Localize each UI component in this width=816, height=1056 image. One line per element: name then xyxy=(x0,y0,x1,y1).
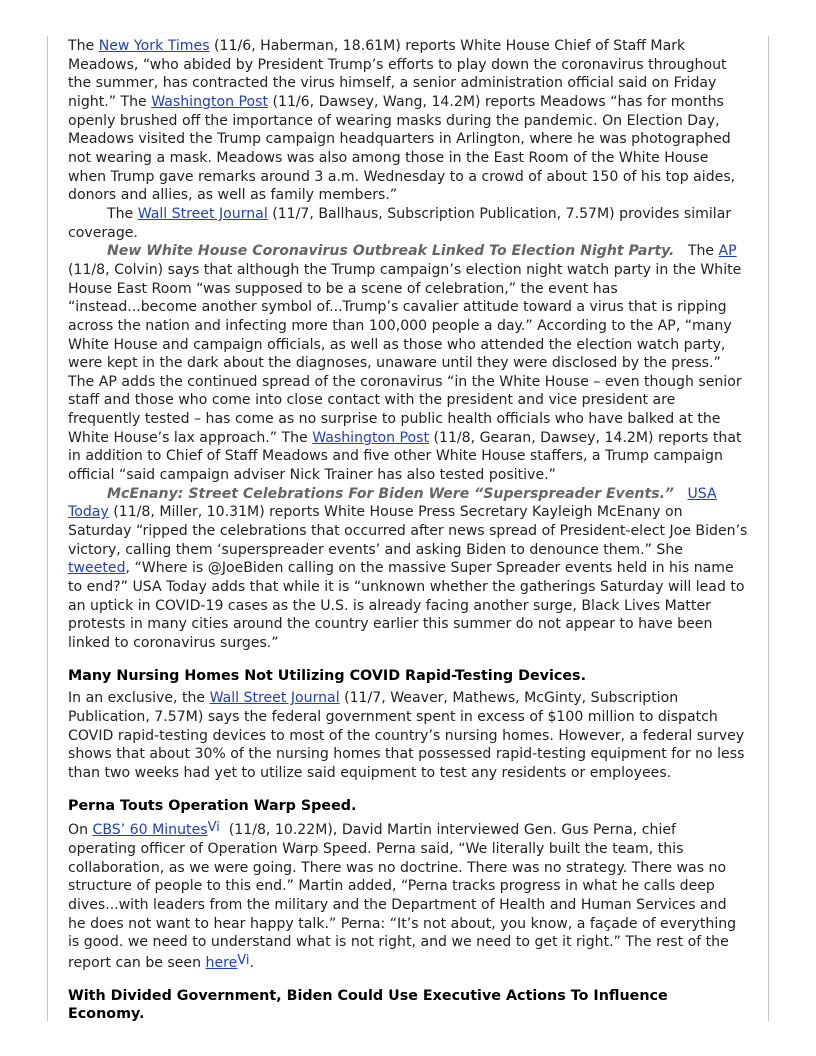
heading-perna: Perna Touts Operation Warp Speed. xyxy=(68,797,357,814)
right-margin-rule xyxy=(768,36,769,1021)
heading-divided-government: With Divided Government, Biden Could Use Executive Actions To Influence Economy. xyxy=(68,987,668,1023)
paragraph-nursing-homes xyxy=(68,689,748,782)
text: (11/8, 10.22M), David Martin interviewed Gen. Gus Perna, chief operating officer of Operation Warp Speed. Perna said, “We literally built the team, this collaboration, as we were going. There was no doctrine. There was no strategy. There was no structure of people to this end.” Martin added, “Perna tracks progress in what he calls deep dives...with leaders from the military and the Department of Health and Human Services and he does not want to hear happy talk.” Perna: “It’s not about, you know, a façade of everything is good. we need to understand what is not right, and we need to get it right.” The rest of the report can be seen xyxy=(68,822,741,971)
link-washington-post-2[interactable]: Washington Post xyxy=(312,429,430,446)
document-body xyxy=(68,37,748,1028)
paragraph-perna xyxy=(68,819,748,972)
text: The xyxy=(68,38,99,54)
text: (11/7, Weaver, Mathews, McGinty, Subscription Publication, 7.57M) says the federal government spent in excess of $100 million to dispatch COVID rapid-testing devices to most of the country’s nursing homes. However, a federal survey shows that about 30% of the nursing homes that possessed rapid-testing equipment for no less than two weeks had yet to utilize said equipment to test any residents or employees. xyxy=(68,690,745,781)
text: On xyxy=(68,822,93,839)
text: , “Where is @JoeBiden calling on the massive Super Spreader events held in his name to end?” USA Today adds that while it is “unknown whether the gatherings Saturday will lead to an uptick in COVID-19 cases as the U.S. is already facing another surge, Black Lives Matter protests in many cities around the country earlier this summer do not appear to have been linked to coronavirus surges.” xyxy=(68,560,745,651)
text xyxy=(674,486,687,502)
link-usa-today[interactable]: USA Today xyxy=(68,485,717,521)
link-ap[interactable]: AP xyxy=(718,243,737,260)
video-icon[interactable]: Vi xyxy=(237,952,250,968)
text: (11/6, Haberman, 18.61M) reports White House Chief of Staff Mark Meadows, “who abided by President Trump’s efforts to play down the coronavirus throughout the summer, has contracted the virus himself, a senior administration official said on Friday night.” The xyxy=(68,38,727,110)
paragraph-outbreak xyxy=(68,242,748,485)
link-tweeted[interactable]: tweeted xyxy=(68,560,126,577)
video-icon[interactable]: Vi xyxy=(207,820,220,836)
link-wall-street-journal[interactable]: Wall Street Journal xyxy=(137,205,268,222)
text: . xyxy=(249,954,255,971)
text: In an exclusive, the xyxy=(68,690,210,707)
subheading-mcenany: McEnany: Street Celebrations For Biden Were “Superspreader Events.” xyxy=(107,485,675,502)
text: (11/8, Gearan, Dawsey, 14.2M) reports that in addition to Chief of Staff Meadows and five other White House staffers, a Trump campaign official “said campaign adviser Nick Trainer has also tested positive.” xyxy=(68,429,742,484)
link-washington-post[interactable]: Washington Post xyxy=(151,93,269,110)
paragraph-mcenany xyxy=(68,485,748,653)
link-wall-street-journal-2[interactable]: Wall Street Journal xyxy=(209,690,340,707)
link-here[interactable]: here xyxy=(205,954,238,971)
paragraph-wsj-coverage xyxy=(68,205,748,242)
text: (11/7, Ballhaus, Subscription Publication, 7.57M) provides similar coverage. xyxy=(68,205,732,241)
text: (11/8, Miller, 10.31M) reports White House Press Secretary Kayleigh McEnany on Saturday “ripped the celebrations that occurred after news spread of President-elect Joe Biden’s victory, calling them ‘superspreader events’ and asking Biden to denounce them.” She xyxy=(68,504,748,558)
heading-nursing-homes: Many Nursing Homes Not Utilizing COVID Rapid-Testing Devices. xyxy=(68,667,586,684)
text: The xyxy=(674,243,719,260)
link-cbs-60-minutes[interactable]: CBS’ 60 Minutes xyxy=(92,822,208,839)
text: (11/6, Dawsey, Wang, 14.2M) reports Meadows “has for months openly brushed off the importance of wearing masks during the pandemic. On Election Day, Meadows visited the Trump campaign headquarters in Arlington, where he was photographed not wearing a mask. Meadows was also among those in the East Room of the White House when Trump gave remarks around 3 a.m. Wednesday to a crowd of about 150 of his top aides, donors and allies, as well as family members.” xyxy=(68,93,736,204)
paragraph-meadows xyxy=(68,37,748,205)
text: The xyxy=(107,205,138,222)
left-margin-rule xyxy=(47,36,48,1021)
subheading-outbreak: New White House Coronavirus Outbreak Linked To Election Night Party. xyxy=(107,243,675,260)
link-new-york-times[interactable]: New York Times xyxy=(98,38,210,54)
text: (11/8, Colvin) says that although the Trump campaign’s election night watch party in the White House East Room “was supposed to be a scene of celebration,” the event has “instead...become another symbol of...Trump’s cavalier attitude toward a virus that is ripping across the nation and infecting more than 100,000 people a day.” According to the AP, “many White House and campaign officials, as well as those who attended the election watch party, were kept in the dark about the diagnoses, unaware until they were disclosed by the press.” The AP adds the continued spread of the coronavirus “in the White House – even though senior staff and those who come into close contact with the president and vice president are frequently tested – has come as no surprise to public health officials who have balked at the White House’s lax approach.” The xyxy=(68,261,742,446)
